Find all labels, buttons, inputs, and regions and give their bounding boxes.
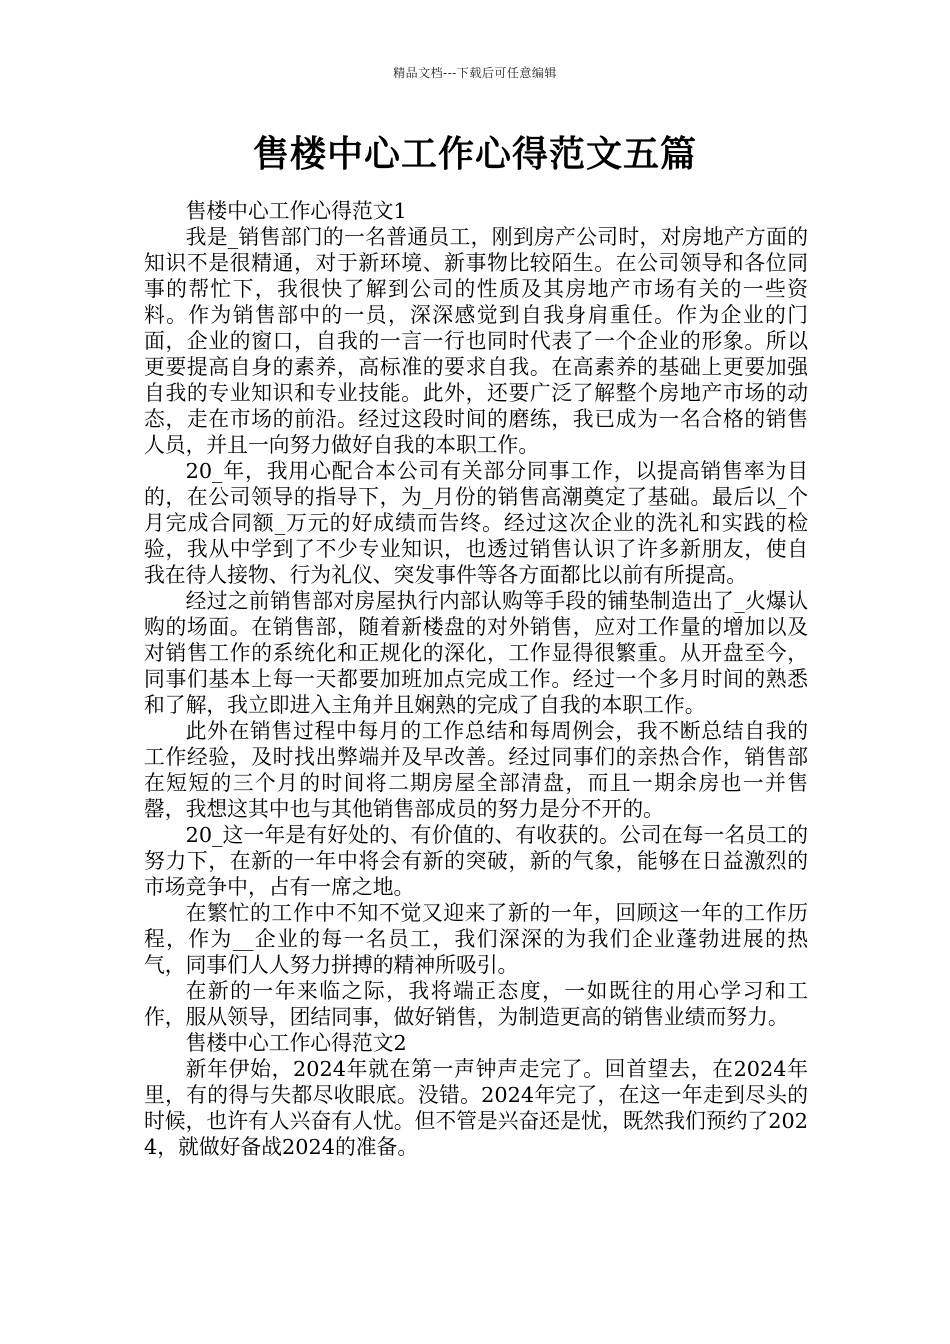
- paragraph: 在繁忙的工作中不知不觉又迎来了新的一年，回顾这一年的工作历程，作为__企业的每一名员工，我们深深的为我们企业蓬勃进展的热气，同事们人人努力拼搏的精神所吸引。: [144, 901, 808, 977]
- paragraph: 20_年，我用心配合本公司有关部分同事工作，以提高销售率为目的，在公司领导的指导下，为_月份的销售高潮奠定了基础。最后以_个月完成合同额_万元的好成绩而告终。经过这次企业的洗礼和实践的检验，我从中学到了不少专业知识，也透过销售认识了许多新朋友，使自我在待人接物、行为礼仪、突发事件等各方面都比以前有所提高。: [144, 459, 808, 587]
- document-title: 售楼中心工作心得范文五篇: [252, 134, 697, 175]
- paragraph: 新年伊始，2024年就在第一声钟声走完了。回首望去，在2024年里，有的得与失都尽收眼底。没错。2024年完了，在这一年走到尽头的时候，也许有人兴奋有人忧。但不管是兴奋还是忧，既然我们预约了2024，就做好备战2024的准备。: [144, 1057, 808, 1159]
- page-header: 精品文档---下载后可任意编辑: [393, 66, 557, 80]
- section-heading-2: 售楼中心工作心得范文2: [185, 1031, 407, 1055]
- document-body: [144, 198, 808, 1160]
- paragraph: 20_这一年是有好处的、有价值的、有收获的。公司在每一名员工的努力下，在新的一年中将会有新的突破，新的气象，能够在日益激烈的市场竞争中，占有一席之地。: [144, 823, 808, 899]
- section-heading-1: 售楼中心工作心得范文1: [185, 199, 407, 223]
- paragraph: 此外在销售过程中每月的工作总结和每周例会，我不断总结自我的工作经验，及时找出弊端并及早改善。经过同事们的亲热合作，销售部在短短的三个月的时间将二期房屋全部清盘，而且一期余房也一并售罄，我想这其中也与其他销售部成员的努力是分不开的。: [144, 719, 808, 821]
- paragraph: 在新的一年来临之际，我将端正态度，一如既往的用心学习和工作，服从领导，团结同事，做好销售，为制造更高的销售业绩而努力。: [144, 979, 808, 1029]
- paragraph: 我是_销售部门的一名普通员工，刚到房产公司时，对房地产方面的知识不是很精通，对于新环境、新事物比较陌生。在公司领导和各位同事的帮忙下，我很快了解到公司的性质及其房地产市场有关的一些资料。作为销售部中的一员，深深感觉到自我身肩重任。作为企业的门面，企业的窗口，自我的一言一行也同时代表了一个企业的形象。所以更要提高自身的素养，高标准的要求自我。在高素养的基础上更要加强自我的专业知识和专业技能。此外，还要广泛了解整个房地产市场的动态，走在市场的前沿。经过这段时间的磨练，我已成为一名合格的销售人员，并且一向努力做好自我的本职工作。: [144, 225, 808, 457]
- paragraph: 经过之前销售部对房屋执行内部认购等手段的铺垫制造出了_火爆认购的场面。在销售部，随着新楼盘的对外销售，应对工作量的增加以及对销售工作的系统化和正规化的深化，工作显得很繁重。从开盘至今，同事们基本上每一天都要加班加点完成工作。经过一个多月时间的熟悉和了解，我立即进入主角并且娴熟的完成了自我的本职工作。: [144, 589, 808, 717]
